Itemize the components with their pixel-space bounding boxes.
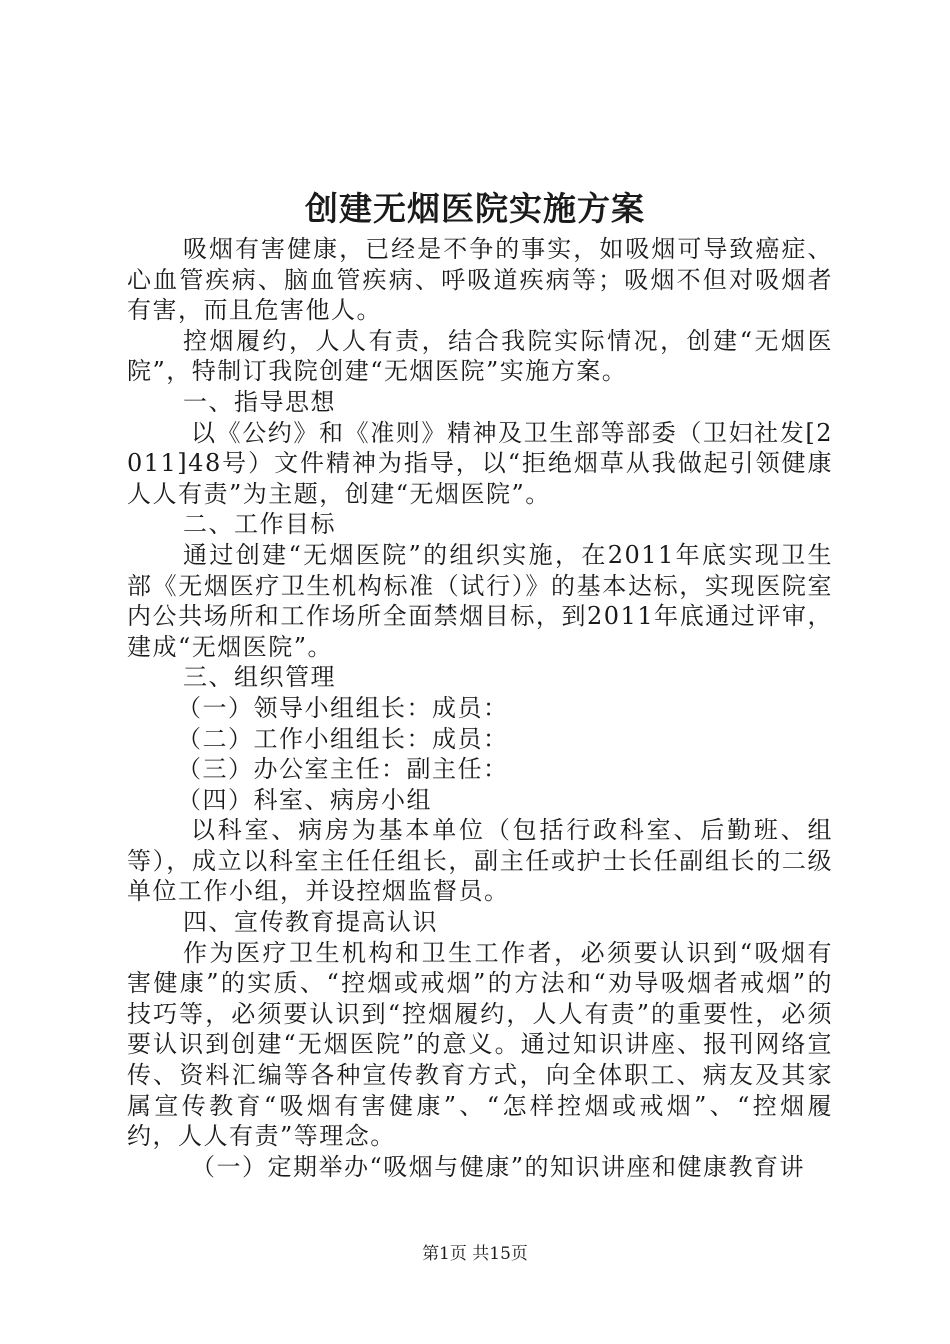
paragraph-intro: 吸烟有害健康，已经是不争的事实，如吸烟可导致癌症、心血管疾病、脑血管疾病、呼吸道疾病等；吸烟不但对吸烟者有害，而且危害他人。 — [127, 235, 833, 325]
page-footer: 第1页 共15页 — [422, 1244, 528, 1264]
section-heading-organization: 三、组织管理 — [183, 663, 336, 692]
document-body — [127, 234, 833, 1182]
paragraph-guiding-thought: 以《公约》和《准则》精神及卫生部等部委（卫妇社发[2011]48号）文件精神为指导，以“拒绝烟草从我做起引领健康人人有责”为主题，创建“无烟医院”。 — [127, 418, 833, 508]
paragraph-publicity: 作为医疗卫生机构和卫生工作者，必须要认识到“吸烟有害健康”的实质、“控烟或戒烟”的方法和“劝导吸烟者戒烟”的技巧等，必须要认识到“控烟履约，人人有责”的重要性，必须要认识到创建“无烟医院”的意义。通过知识讲座、报刊网络宣传、资料汇编等各种宣传教育方式，向全体职工、病友及其家属宣传教育“吸烟有害健康”、“怎样控烟或戒烟”、“控烟履约，人人有责”等理念。 — [127, 938, 833, 1151]
list-item-leading-group: （一）领导小组组长：成员： — [177, 693, 509, 722]
section-heading-work-goal: 二、工作目标 — [183, 510, 336, 539]
paragraph-purpose: 控烟履约，人人有责，结合我院实际情况，创建“无烟医院”，特制订我院创建“无烟医院”实施方案。 — [127, 326, 833, 386]
section-heading-publicity: 四、宣传教育提高认识 — [183, 908, 438, 937]
list-item-lectures: （一）定期举办“吸烟与健康”的知识讲座和健康教育讲 — [191, 1152, 806, 1181]
document-title: 创建无烟医院实施方案 — [305, 189, 645, 228]
paragraph-department-group: 以科室、病房为基本单位（包括行政科室、后勤班、组等），成立以科室主任任组长，副主任或护士长任副组长的二级单位工作小组，并设控烟监督员。 — [127, 816, 833, 906]
section-heading-guiding-thought: 一、指导思想 — [183, 387, 336, 416]
list-item-office: （三）办公室主任：副主任： — [177, 755, 509, 784]
list-item-working-group: （二）工作小组组长：成员： — [177, 724, 509, 753]
paragraph-work-goal: 通过创建“无烟医院”的组织实施，在2011年底实现卫生部《无烟医疗卫生机构标准（试行）》的基本达标，实现医院室内公共场所和工作场所全面禁烟目标，到2011年底通过评审，建成“无烟医院”。 — [127, 540, 833, 661]
list-item-department-group: （四）科室、病房小组 — [177, 785, 432, 814]
